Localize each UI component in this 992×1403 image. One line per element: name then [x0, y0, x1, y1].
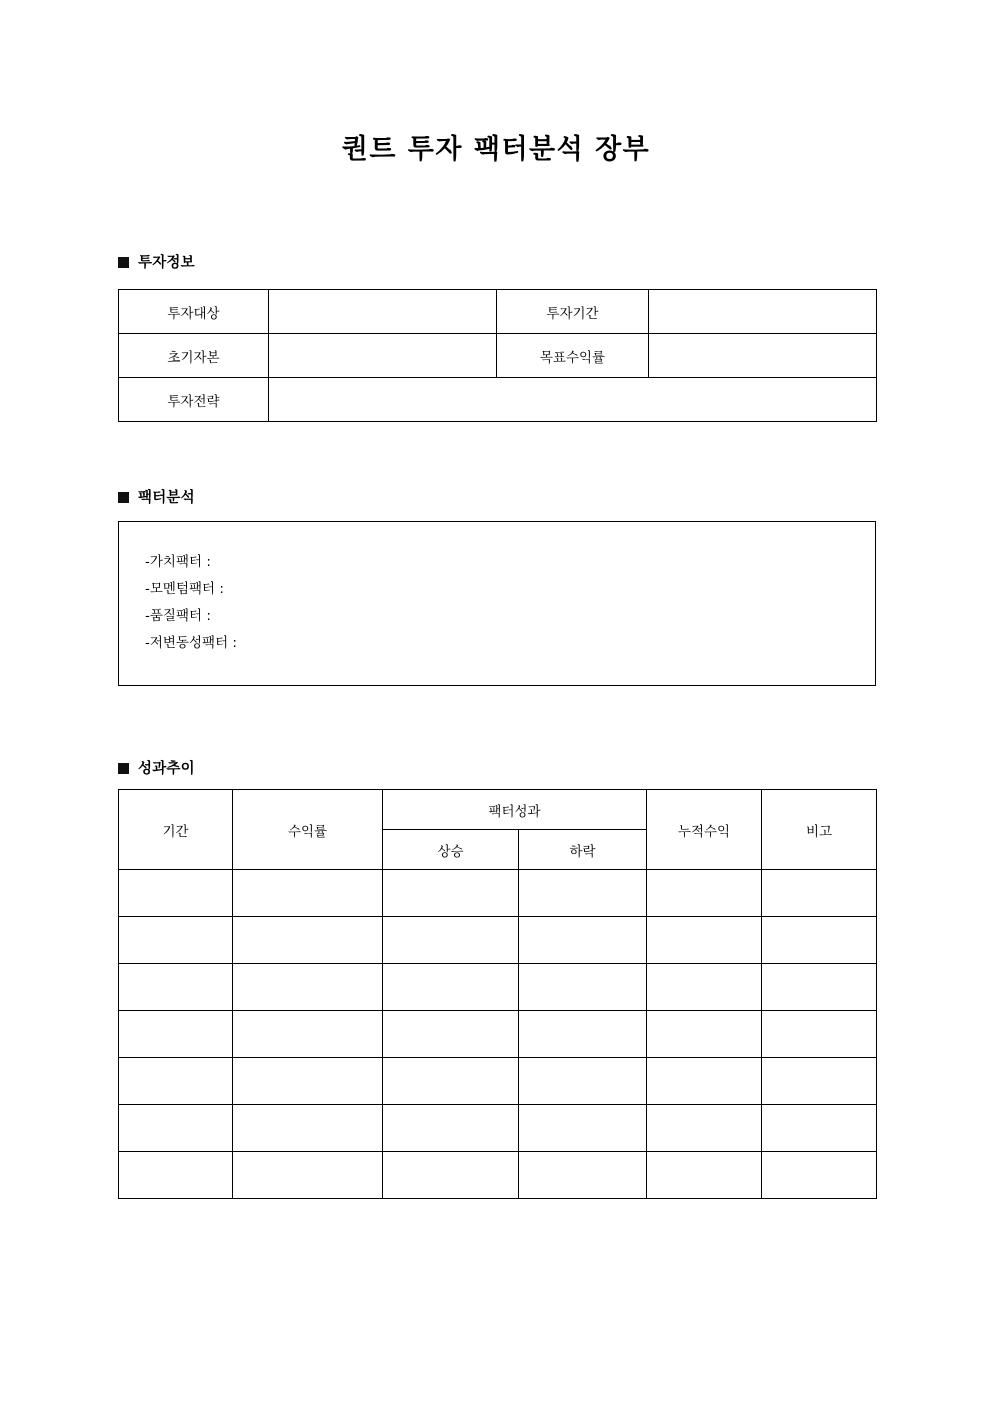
column-header-factor-performance: 팩터성과	[383, 790, 647, 830]
cell-value-investment-period[interactable]	[649, 290, 877, 334]
cell-label-investment-strategy: 투자전략	[119, 378, 269, 422]
list-item[interactable]: -가치팩터 :	[145, 554, 211, 570]
cell-label-target-return: 목표수익률	[497, 334, 649, 378]
cell-period[interactable]	[119, 1152, 233, 1199]
list-item[interactable]: -품질팩터 :	[145, 608, 211, 624]
cell-rise[interactable]	[383, 870, 519, 917]
cell-cumulative-return[interactable]	[647, 964, 762, 1011]
list-item[interactable]: -모멘텀팩터 :	[145, 581, 224, 597]
cell-rise[interactable]	[383, 1152, 519, 1199]
cell-period[interactable]	[119, 964, 233, 1011]
table-row	[119, 1152, 877, 1199]
list-item[interactable]: -저변동성팩터 :	[145, 635, 237, 651]
square-bullet-icon	[118, 763, 129, 774]
cell-rise[interactable]	[383, 1011, 519, 1058]
investment-info-table	[118, 289, 877, 422]
cell-period[interactable]	[119, 1105, 233, 1152]
table-header-row	[119, 790, 877, 830]
column-header-rise: 상승	[383, 830, 519, 870]
cell-fall[interactable]	[519, 1058, 647, 1105]
square-bullet-icon	[118, 492, 129, 503]
cell-cumulative-return[interactable]	[647, 917, 762, 964]
square-bullet-icon	[118, 257, 129, 268]
cell-fall[interactable]	[519, 964, 647, 1011]
section-heading-factor-analysis	[118, 486, 195, 507]
cell-return-rate[interactable]	[233, 917, 383, 964]
cell-return-rate[interactable]	[233, 870, 383, 917]
cell-period[interactable]	[119, 917, 233, 964]
table-row	[119, 870, 877, 917]
table-row	[119, 378, 877, 422]
performance-table	[118, 789, 877, 1199]
cell-remarks[interactable]	[762, 1011, 877, 1058]
factor-analysis-box[interactable]	[118, 521, 876, 686]
cell-rise[interactable]	[383, 964, 519, 1011]
table-row	[119, 1058, 877, 1105]
cell-cumulative-return[interactable]	[647, 1152, 762, 1199]
cell-period[interactable]	[119, 870, 233, 917]
column-header-period: 기간	[119, 790, 233, 870]
cell-return-rate[interactable]	[233, 1011, 383, 1058]
cell-fall[interactable]	[519, 1152, 647, 1199]
cell-remarks[interactable]	[762, 1105, 877, 1152]
table-row	[119, 964, 877, 1011]
cell-cumulative-return[interactable]	[647, 1105, 762, 1152]
cell-value-initial-capital[interactable]	[269, 334, 497, 378]
section-heading-performance	[118, 757, 195, 778]
cell-period[interactable]	[119, 1011, 233, 1058]
cell-period[interactable]	[119, 1058, 233, 1105]
cell-cumulative-return[interactable]	[647, 870, 762, 917]
cell-fall[interactable]	[519, 1105, 647, 1152]
section-heading-performance-label: 성과추이	[138, 761, 195, 777]
column-header-fall: 하락	[519, 830, 647, 870]
cell-rise[interactable]	[383, 917, 519, 964]
cell-cumulative-return[interactable]	[647, 1058, 762, 1105]
performance-table-body	[119, 870, 877, 1199]
cell-return-rate[interactable]	[233, 1058, 383, 1105]
cell-value-investment-strategy[interactable]	[269, 378, 877, 422]
factor-analysis-list	[119, 522, 875, 657]
cell-return-rate[interactable]	[233, 1152, 383, 1199]
cell-value-investment-target[interactable]	[269, 290, 497, 334]
cell-return-rate[interactable]	[233, 1105, 383, 1152]
cell-cumulative-return[interactable]	[647, 1011, 762, 1058]
cell-fall[interactable]	[519, 917, 647, 964]
cell-remarks[interactable]	[762, 1152, 877, 1199]
cell-remarks[interactable]	[762, 964, 877, 1011]
page-title: 퀀트 투자 팩터분석 장부	[341, 134, 651, 165]
cell-rise[interactable]	[383, 1058, 519, 1105]
table-row	[119, 1011, 877, 1058]
section-heading-factor-analysis-label: 팩터분석	[138, 490, 195, 506]
section-heading-investment-info	[118, 251, 195, 272]
cell-label-investment-period: 투자기간	[497, 290, 649, 334]
cell-remarks[interactable]	[762, 917, 877, 964]
table-row	[119, 1105, 877, 1152]
cell-label-initial-capital: 초기자본	[119, 334, 269, 378]
table-row	[119, 290, 877, 334]
cell-fall[interactable]	[519, 870, 647, 917]
table-row	[119, 917, 877, 964]
cell-label-investment-target: 투자대상	[119, 290, 269, 334]
cell-rise[interactable]	[383, 1105, 519, 1152]
column-header-remarks: 비고	[762, 790, 877, 870]
cell-value-target-return[interactable]	[649, 334, 877, 378]
table-row	[119, 334, 877, 378]
cell-remarks[interactable]	[762, 1058, 877, 1105]
cell-remarks[interactable]	[762, 870, 877, 917]
column-header-return-rate: 수익률	[233, 790, 383, 870]
section-heading-investment-info-label: 투자정보	[138, 255, 195, 271]
column-header-cumulative-return: 누적수익	[647, 790, 762, 870]
cell-return-rate[interactable]	[233, 964, 383, 1011]
cell-fall[interactable]	[519, 1011, 647, 1058]
